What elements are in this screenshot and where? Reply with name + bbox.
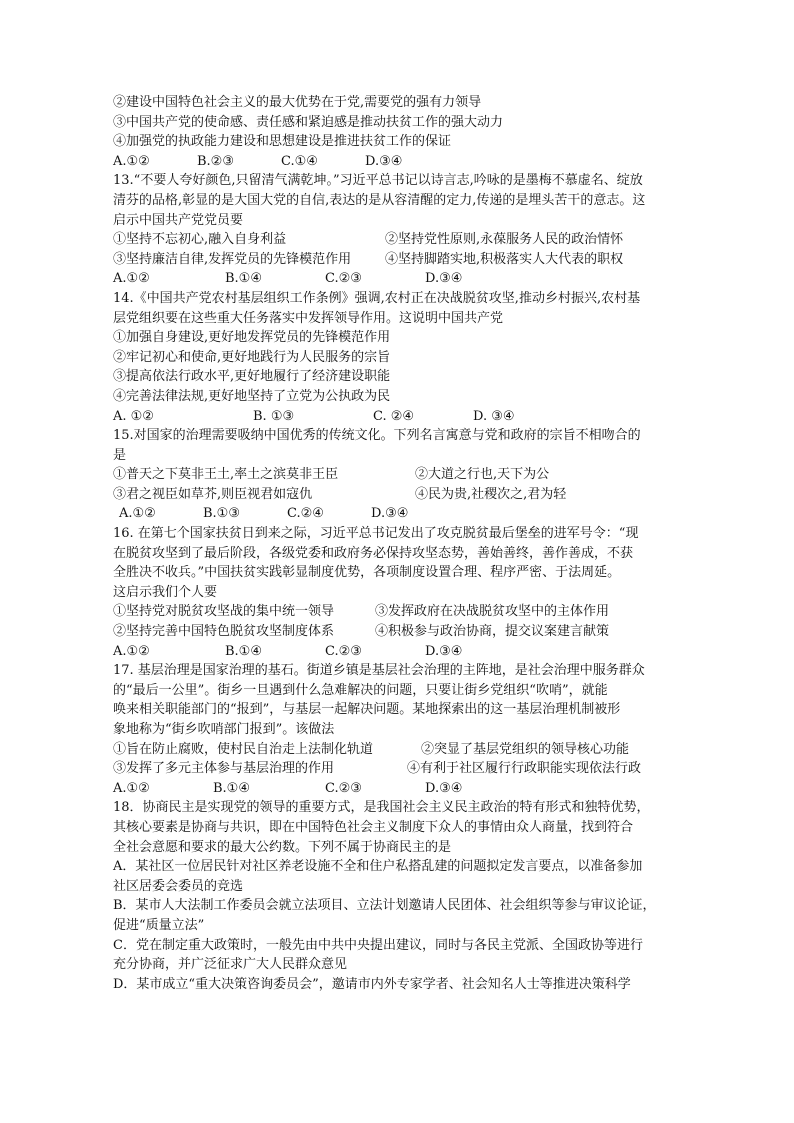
q17-stem: 17. 基层治理是国家治理的基石。街道乡镇是基层社会治理的主阵地，是社会治理中服务群众: [113, 663, 645, 679]
q12-option-4: ④加强党的执政能力建设和思想建设是推进扶贫工作的保证: [113, 134, 452, 150]
q16-choice-a: A.①②: [113, 643, 150, 659]
q13-choice-b: B.①④: [225, 271, 262, 287]
q14-choice-a: A. ①②: [113, 408, 154, 424]
q17-option-2: ②突显了基层党组织的领导核心功能: [421, 741, 630, 757]
q15-choice-c: C.②④: [287, 506, 324, 522]
q16-option-3: ③发挥政府在决战脱贫攻坚中的主体作用: [375, 604, 610, 620]
q15-option-3: ③君之视臣如草芥,则臣视君如寇仇: [113, 486, 313, 502]
q14-stem: 14.《中国共产党农村基层组织工作条例》强调,农村正在决战脱贫攻坚,推动乡村振兴,农村基: [113, 290, 641, 306]
q16-choice-c: C.②③: [325, 643, 362, 659]
q15-choice-a: A.①②: [119, 506, 156, 522]
q16-option-2: ②坚持完善中国特色脱贫攻坚制度体系: [113, 624, 335, 640]
q13-option-1: ①坚持不忘初心,融入自身利益: [113, 232, 287, 248]
q12-choice-a: A.①②: [113, 153, 150, 169]
q16-choices: [113, 642, 685, 662]
q16-choice-b: B.①④: [225, 643, 262, 659]
q15-options-row-2: [113, 485, 685, 505]
q12-choice-b: B.②③: [197, 153, 234, 169]
q15-choices: [113, 504, 685, 524]
q17-choices: [113, 779, 685, 799]
q17-options-row-2: [113, 759, 685, 779]
q14-choices: [113, 407, 685, 427]
q17-stem-end: 象地称为“街乡吹哨部门报到”。该做法: [113, 722, 335, 737]
q16-stem-end: 这启示我们个人要: [113, 584, 218, 600]
q12-option-3: ③中国共产党的使命感、责任感和紧迫感是推动扶贫工作的强大动力: [113, 114, 504, 130]
q18-option-c-cont: 充分协商，并广泛征求广大人民群众意见: [113, 957, 348, 973]
q16-stem-cont-1: 在脱贫攻坚到了最后阶段，各级党委和政府务必保持攻坚态势，善始善终，善作善成，不获: [113, 545, 634, 561]
q17-choice-c: C.②③: [325, 780, 362, 796]
q14-option-1: ①加强自身建设,更好地发挥党员的先锋模范作用: [113, 330, 391, 346]
q13-options-row-2: [113, 250, 685, 270]
q18-stem: 18．协商民主是实现党的领导的重要方式，是我国社会主义民主政治的特有形式和独特优势，: [113, 800, 650, 816]
q15-stem: 15.对国家的治理需要吸纳中国优秀的传统文化。下列名言寓意与党和政府的宗旨不相吻合的: [113, 428, 641, 444]
q18-stem-cont-1: 其核心要素是协商与共识，即在中国特色社会主义制度下众人的事情由众人商量，找到符合: [113, 819, 634, 835]
q18-option-a: A．某社区一位居民针对社区养老设施不全和住户私搭乱建的问题拟定发言要点，以准备参加: [113, 859, 643, 875]
q14-option-3: ③提高依法行政水平,更好地履行了经济建设职能: [113, 369, 391, 385]
q17-stem-cont-1: 的“最后一公里”。街乡一旦遇到什么急难解决的问题，只要让街乡党组织“吹哨”，就能: [113, 682, 608, 698]
q13-stem-end: 启示中国共产党党员要: [113, 212, 244, 228]
q13-choice-d: D.③④: [425, 271, 463, 287]
q13-choice-c: C.②③: [325, 271, 362, 287]
exam-page: [113, 93, 685, 994]
q15-option-1: ①普天之下莫非王土,率土之滨莫非王臣: [113, 467, 339, 483]
q14-option-4: ④完善法律法规,更好地坚持了立党为公执政为民: [113, 388, 391, 404]
q13-option-3: ③坚持廉洁自律,发挥党员的先锋模范作用: [113, 251, 352, 267]
q14-option-2: ②牢记初心和使命,更好地践行为人民服务的宗旨: [113, 349, 391, 365]
q13-options-row-1: [113, 230, 685, 250]
q12-choice-d: D.③④: [365, 153, 403, 169]
q15-option-4: ④民为贵,社稷次之,君为轻: [415, 486, 567, 502]
q15-choice-b: B.①③: [203, 506, 240, 522]
q15-options-row-1: [113, 465, 685, 485]
q13-option-2: ②坚持党性原则,永葆服务人民的政治情怀: [385, 232, 624, 248]
q15-option-2: ②大道之行也,天下为公: [415, 467, 550, 483]
q17-choice-d: D.③④: [425, 780, 463, 796]
q17-stem-cont-2: 唤来相关职能部门的“报到”，与基层一起解决问题。某地探索出的这一基层治理机制被形: [113, 702, 621, 718]
q14-choice-d: D. ③④: [473, 408, 515, 424]
q17-option-1: ①旨在防止腐败，使村民自治走上法制化轨道: [113, 741, 374, 757]
q13-choice-a: A.①②: [113, 271, 150, 287]
q18-option-b-cont: 促进“质量立法”: [113, 917, 205, 933]
q14-stem-cont: 层党组织要在这些重大任务落实中发挥领导作用。这说明中国共产党: [113, 310, 504, 326]
q15-stem-end: 是: [113, 447, 127, 463]
q16-options-row-1: [113, 602, 685, 622]
q13-stem-cont: 清芬的品格,彰显的是大国大党的自信,表达的是从容清醒的定力,传递的是埋头苦干的意志。这: [113, 192, 646, 208]
q13-stem: 13.“不要人夸好颜色,只留清气满乾坤。”习近平总书记以诗言志,吟咏的是墨梅不慕虚名、绽放: [113, 173, 643, 189]
q15-choice-d: D.③④: [371, 506, 409, 522]
q16-stem: 16. 在第七个国家扶贫日到来之际，习近平总书记发出了攻克脱贫最后堡垒的进军号令：“现: [113, 526, 639, 542]
q16-choice-d: D.③④: [425, 643, 463, 659]
q17-option-3: ③发挥了多元主体参与基层治理的作用: [113, 761, 335, 777]
q12-option-2: ②建设中国特色社会主义的最大优势在于党,需要党的强有力领导: [113, 95, 482, 110]
q18-option-b: B．某市人大法制工作委员会就立法项目、立法计划邀请人民团体、社会组织等参与审议论证，: [113, 898, 656, 914]
q17-choice-a: A.①②: [113, 780, 150, 796]
q18-option-c: C．党在制定重大政策时，一般先由中共中央提出建议，同时与各民主党派、全国政协等进行: [113, 937, 643, 953]
q18-option-d: D．某市成立“重大决策咨询委员会”，邀请市内外专家学者、社会知名人士等推进决策科学: [113, 976, 631, 992]
q16-option-1: ①坚持党对脱贫攻坚战的集中统一领导: [113, 604, 335, 620]
q16-stem-cont-2: 全胜决不收兵。”中国扶贫实践彰显制度优势，各项制度设置合理、程序严密、于法周延。: [113, 565, 621, 581]
q18-stem-cont-2: 全社会意愿和要求的最大公约数。下列不属于协商民主的是: [113, 839, 452, 855]
q14-choice-c: C. ②④: [373, 408, 415, 424]
q18-option-a-cont: 社区居委会委员的竞选: [113, 878, 244, 894]
q12-choices: [113, 152, 685, 172]
q12-choice-c: C.①④: [281, 153, 318, 169]
q14-choice-b: B. ①③: [253, 408, 295, 424]
q16-option-4: ④积极参与政治协商，提交议案建言献策: [375, 624, 610, 640]
q17-options-row-1: [113, 740, 685, 760]
q13-choices: [113, 269, 685, 289]
q17-choice-b: B.①④: [213, 780, 250, 796]
q13-option-4: ④坚持脚踏实地,积极落实人大代表的职权: [385, 251, 624, 267]
q16-options-row-2: [113, 622, 685, 642]
q17-option-4: ④有利于社区履行行政职能实现依法行政: [407, 761, 642, 777]
